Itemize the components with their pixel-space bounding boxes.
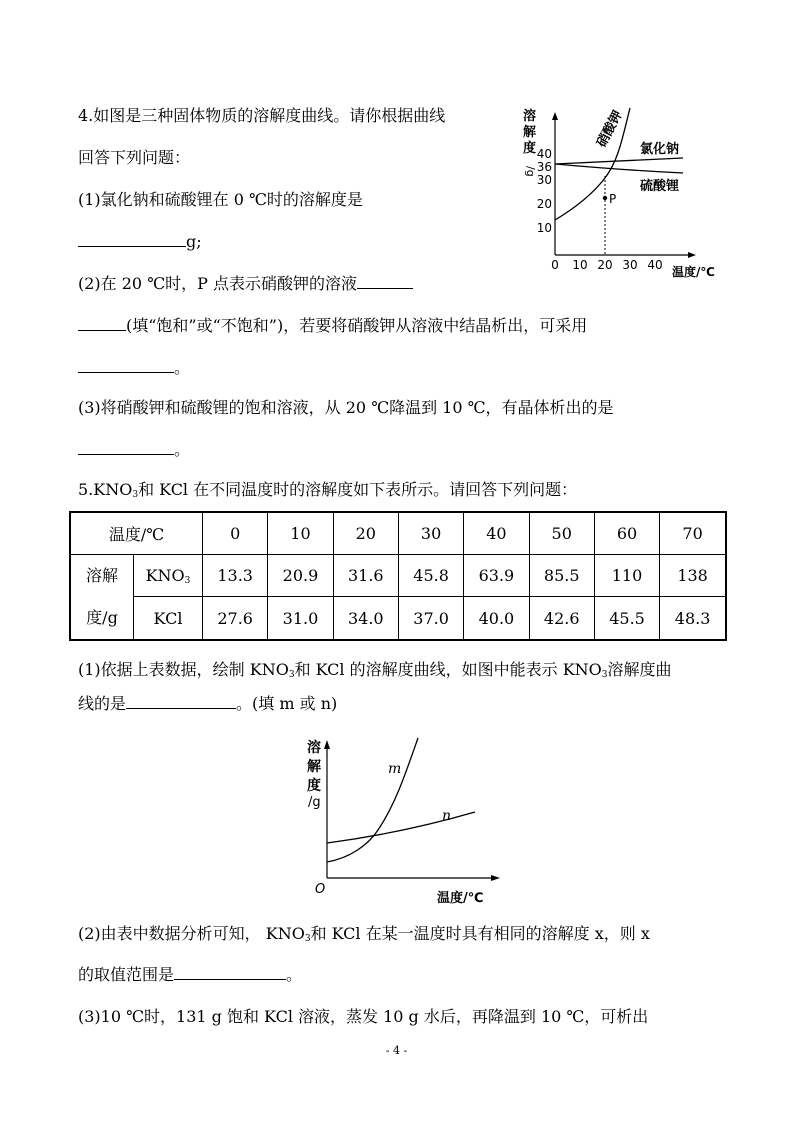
table-cell: 63.9 (464, 555, 529, 597)
answer-blank[interactable] (78, 440, 174, 455)
fig1-ylabel-unit: /g (524, 166, 537, 177)
table-row-kcl (70, 597, 726, 640)
subscript: 3 (304, 934, 311, 944)
q4-question-2-cont-text: (填“饱和”或“不饱和”)，若要将硝酸钾从溶液中结晶析出，可采用 (126, 316, 588, 335)
q4-line-1: 4.如图是三种固体物质的溶解度曲线。请你根据曲线 (78, 106, 446, 125)
substance-kno3 (134, 555, 203, 597)
fig1-xtick-20: 20 (597, 258, 613, 272)
subscript: 3 (601, 670, 608, 680)
fig1-point-p-label: P (609, 192, 617, 206)
table-cell: 40.0 (464, 597, 529, 640)
fig1-x-arrow (688, 252, 696, 258)
fig2-x-arrow (491, 875, 500, 881)
text: (2)由表中数据分析可知， KNO (78, 924, 305, 943)
text: 和 KCl 在某一温度时具有相同的溶解度 x，则 x (310, 924, 650, 943)
q4-line-2: 回答下列问题： (78, 148, 191, 167)
q4-question-3: (3)将硝酸钾和硫酸锂的饱和溶液，从 20 ℃降温到 10 ℃，有晶体析出的是 (78, 398, 614, 417)
fig1-point-p (603, 196, 607, 200)
period: 。 (174, 358, 191, 377)
answer-blank[interactable] (78, 316, 126, 331)
q4-question-2-cont (78, 316, 587, 336)
text: (1)依据上表数据，绘制 KNO (78, 660, 289, 679)
fig2-ylabel-unit: /g (308, 795, 321, 810)
q5-title (78, 480, 577, 505)
q5-question-3: (3)10 ℃时，131 g 饱和 KCl 溶液，蒸发 10 g 水后，再降温到 10 ℃，可析出 (78, 1007, 649, 1026)
header-temp-cell: 10 (268, 512, 333, 555)
table-cell: 20.9 (268, 555, 333, 597)
text: 溶解度曲 (607, 660, 672, 679)
answer-blank[interactable] (126, 694, 236, 709)
q5-title-a: 5.KNO (78, 480, 133, 499)
solubility-figure-1 (518, 100, 718, 285)
fig1-xtick-10: 10 (572, 258, 588, 272)
unit-text: g; (186, 232, 202, 251)
page-number: - 4 - (385, 1044, 408, 1057)
fig2-label-m: m (388, 761, 402, 777)
fig2-ylabel-1: 溶 (307, 740, 321, 756)
fig1-ylabel-3: 度 (523, 141, 537, 156)
fig1-ytick-36: 36 (536, 160, 552, 174)
text: 线的是 (78, 694, 127, 713)
table-cell: 45.5 (594, 597, 659, 640)
fig1-xlabel: 温度/℃ (672, 265, 715, 279)
fig1-y-arrow (552, 112, 558, 120)
fig1-label-nacl: 氯化钠 (640, 142, 680, 157)
q5-question-1-cont (78, 694, 337, 714)
fig2-y-arrow (324, 740, 330, 749)
fig2-curve-m (327, 738, 418, 862)
fig2-ylabel-3: 度 (307, 778, 321, 794)
answer-blank[interactable] (78, 358, 174, 373)
header-label-cell: 温度/℃ (70, 512, 203, 555)
table-cell: 138 (660, 555, 726, 597)
fig1-curve-li2so4 (555, 164, 683, 173)
subscript: 3 (288, 670, 295, 680)
text: 。(填 m 或 n) (236, 694, 338, 713)
row-group-label (70, 555, 134, 641)
table-cell: 45.8 (398, 555, 463, 597)
text: 和 KCl 的溶解度曲线，如图中能表示 KNO (294, 660, 602, 679)
table-header-row (70, 512, 726, 555)
table-cell: 31.0 (268, 597, 333, 640)
fig1-ytick-20: 20 (536, 197, 552, 211)
header-temp-cell: 30 (398, 512, 463, 555)
header-temp-cell: 50 (529, 512, 594, 555)
fig2-xlabel: 温度/℃ (437, 891, 484, 906)
fig1-label-li2so4: 硫酸锂 (640, 179, 680, 194)
kno3-text: KNO (145, 565, 185, 585)
solubility-table (69, 511, 727, 641)
header-temp-cell: 40 (464, 512, 529, 555)
header-temp-cell: 0 (203, 512, 268, 555)
table-cell: 37.0 (398, 597, 463, 640)
table-row-kno3 (70, 555, 726, 597)
fig1-ytick-40: 40 (536, 147, 552, 161)
subscript: 3 (132, 490, 139, 500)
period: 。 (174, 440, 191, 459)
table-cell: 34.0 (333, 597, 398, 640)
table-cell: 110 (594, 555, 659, 597)
fig1-ytick-10: 10 (536, 221, 552, 235)
solubility-figure-2 (300, 730, 510, 910)
subscript: 3 (184, 575, 191, 586)
fig2-origin: O (315, 882, 326, 897)
q5-question-1 (78, 660, 672, 685)
text: 的取值范围是 (78, 965, 175, 984)
fig1-ylabel-1: 溶 (523, 109, 537, 124)
substance-kcl: KCl (134, 597, 203, 640)
q5-title-b: 和 KCl 在不同温度时的溶解度如下表所示。请回答下列问题： (138, 480, 578, 499)
header-temp-cell: 20 (333, 512, 398, 555)
answer-blank[interactable] (174, 965, 286, 980)
answer-blank[interactable] (357, 274, 413, 289)
fig2-curve-n (327, 812, 475, 843)
q4-answer-1 (78, 232, 202, 252)
fig1-xtick-30: 30 (622, 258, 638, 272)
table-cell: 13.3 (203, 555, 268, 597)
row-label-line-2: 度/g (86, 608, 118, 627)
q4-answer-3 (78, 440, 190, 460)
fig2-ylabel-2: 解 (307, 759, 321, 775)
q5-question-2 (78, 924, 650, 949)
text: 。 (286, 965, 303, 984)
fig1-xtick-0: 0 (551, 258, 559, 272)
q4-question-1: (1)氯化钠和硫酸锂在 0 ℃时的溶解度是 (78, 190, 363, 209)
fig2-label-n: n (442, 808, 452, 824)
fig1-ylabel-2: 解 (523, 125, 537, 140)
table-cell: 27.6 (203, 597, 268, 640)
table-cell: 85.5 (529, 555, 594, 597)
q5-question-2-cont (78, 965, 302, 985)
fig1-ytick-30: 30 (536, 173, 552, 187)
table-cell: 31.6 (333, 555, 398, 597)
fig1-curve-nacl (555, 158, 683, 164)
row-label-line-1: 溶解 (85, 566, 118, 585)
fig1-xtick-40: 40 (647, 258, 663, 272)
q4-question-2-text: (2)在 20 ℃时，P 点表示硝酸钾的溶液 (78, 274, 357, 293)
answer-blank[interactable] (78, 232, 186, 247)
fig1-label-kno3: 硝酸钾 (594, 108, 626, 150)
table-cell: 48.3 (660, 597, 726, 640)
header-temp-cell: 70 (660, 512, 726, 555)
table-cell: 42.6 (529, 597, 594, 640)
q4-answer-2 (78, 358, 190, 378)
q4-question-2 (78, 274, 413, 294)
header-temp-cell: 60 (594, 512, 659, 555)
